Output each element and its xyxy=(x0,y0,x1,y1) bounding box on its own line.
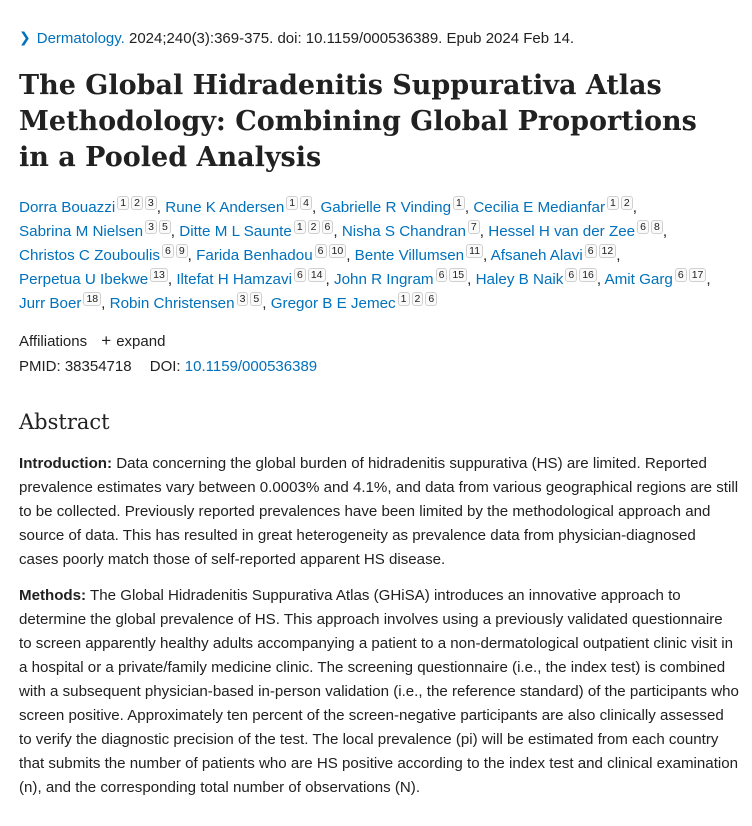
affiliation-ref[interactable]: 16 xyxy=(579,268,597,282)
abstract-methods xyxy=(19,584,739,800)
affiliation-ref[interactable]: 17 xyxy=(689,268,707,282)
author-name-link[interactable]: Amit Garg xyxy=(604,271,673,289)
author-name-link[interactable]: Nisha S Chandran xyxy=(341,223,466,241)
affiliation-ref[interactable]: 8 xyxy=(651,220,663,234)
affiliation-refs xyxy=(235,293,263,305)
author-item: Robin Christensen $^{3 5}$ , xyxy=(109,293,267,313)
affiliation-ref[interactable]: 6 xyxy=(162,244,174,258)
author-name-link[interactable]: Gabrielle R Vinding xyxy=(320,199,452,217)
affiliation-ref[interactable]: 6 xyxy=(322,220,334,234)
author-name-link[interactable]: Hessel H van der Zee xyxy=(488,223,636,241)
affiliation-ref[interactable]: 6 xyxy=(565,268,577,282)
expand-button[interactable] xyxy=(101,333,165,350)
affiliation-refs xyxy=(466,221,480,233)
author-name-link[interactable]: Jurr Boer xyxy=(19,295,82,313)
affiliation-ref[interactable]: 1 xyxy=(453,196,465,210)
affiliation-refs xyxy=(583,245,617,257)
affiliation-ref[interactable]: 14 xyxy=(308,268,326,282)
affiliation-refs xyxy=(143,221,171,233)
methods-label: Methods: xyxy=(19,587,87,604)
affiliation-ref[interactable]: 1 xyxy=(607,196,619,210)
affiliation-ref[interactable]: 2 xyxy=(621,196,633,210)
affiliation-ref[interactable]: 2 xyxy=(412,292,424,306)
author-name-link[interactable]: Bente Villumsen xyxy=(354,247,465,265)
pmid-value: 38354718 xyxy=(64,358,132,375)
author-name-link[interactable]: Haley B Naik xyxy=(475,271,564,289)
affiliation-refs xyxy=(396,293,438,305)
author-list xyxy=(19,196,739,316)
affiliation-ref[interactable]: 18 xyxy=(83,292,101,306)
affiliation-refs xyxy=(160,245,188,257)
author-item: Gabrielle R Vinding $^1$ , xyxy=(320,197,470,217)
affiliation-refs xyxy=(464,245,483,257)
affiliation-refs xyxy=(451,197,465,209)
affiliation-refs xyxy=(292,269,326,281)
chevron-right-icon[interactable]: ❯ xyxy=(19,29,31,45)
affiliation-ref[interactable]: 9 xyxy=(176,244,188,258)
author-name-link[interactable]: Afsaneh Alavi xyxy=(490,247,583,265)
author-name-link[interactable]: Perpetua U Ibekwe xyxy=(19,271,149,289)
affiliation-ref[interactable]: 4 xyxy=(300,196,312,210)
affiliation-refs xyxy=(292,221,334,233)
affiliation-ref[interactable]: 13 xyxy=(150,268,168,282)
affiliation-ref[interactable]: 6 xyxy=(675,268,687,282)
pmid-label: PMID: xyxy=(19,358,61,375)
affiliation-ref[interactable]: 11 xyxy=(466,244,483,258)
article-title: The Global Hidradenitis Suppurativa Atlas Methodology: Combining Global Proportions in a Pooled Analysis xyxy=(19,70,697,173)
author-item: Jurr Boer $^{18}$ , xyxy=(19,293,106,313)
affiliation-ref[interactable]: 5 xyxy=(159,220,171,234)
affiliation-ref[interactable]: 3 xyxy=(237,292,249,306)
author-name-link[interactable]: Iltefat H Hamzavi xyxy=(176,271,292,289)
affiliation-ref[interactable]: 15 xyxy=(449,268,467,282)
affiliation-ref[interactable]: 1 xyxy=(117,196,129,210)
author-item: Rune K Andersen $^{1 4}$ , xyxy=(165,197,317,217)
affiliation-ref[interactable]: 7 xyxy=(468,220,480,234)
identifiers xyxy=(19,358,317,375)
author-item: Perpetua U Ibekwe $^{13}$ , xyxy=(19,269,173,289)
author-item: Dorra Bouazzi $^{1 2 3}$ , xyxy=(19,197,161,217)
affiliation-refs xyxy=(148,269,168,281)
affiliation-ref[interactable]: 6 xyxy=(585,244,597,258)
author-item: Christos C Zouboulis $^{6 9}$ , xyxy=(19,245,192,265)
author-item: Bente Villumsen $^{11}$ , xyxy=(354,245,488,265)
affiliation-ref[interactable]: 6 xyxy=(425,292,437,306)
affiliation-ref[interactable]: 1 xyxy=(286,196,298,210)
author-item: Iltefat H Hamzavi $^{6 14}$ , xyxy=(176,269,330,289)
author-item: Cecilia E Medianfar $^{1 2}$ , xyxy=(473,197,637,217)
author-item: Haley B Naik $^{6 16}$ , xyxy=(475,269,602,289)
doi-label: DOI: xyxy=(149,358,181,375)
author-name-link[interactable]: Farida Benhadou xyxy=(196,247,313,265)
author-item: Nisha S Chandran $^7$ , xyxy=(341,221,484,241)
affiliation-refs xyxy=(605,197,633,209)
abstract-introduction xyxy=(19,452,739,572)
introduction-text: Data concerning the global burden of hidradenitis suppurativa (HS) are limited. Reported prevalence estimates vary between 0.0003% and 4.1%, and data from various geographical regions are still to be collected. Previously reported prevalences have been limited by the methodological approach and source of data. This has resulted in great heterogeneity as prevalence data from physician-diagnosed cases poorly match those of self-reported apparent HS disease. xyxy=(19,455,739,568)
affiliation-ref[interactable]: 3 xyxy=(145,220,157,234)
author-item: Farida Benhadou $^{6 10}$ , xyxy=(196,245,351,265)
plus-icon: + xyxy=(101,331,112,350)
author-item: John R Ingram $^{6 15}$ , xyxy=(333,269,472,289)
author-name-link[interactable]: Christos C Zouboulis xyxy=(19,247,160,265)
affiliation-ref[interactable]: 3 xyxy=(145,196,157,210)
affiliation-ref[interactable]: 12 xyxy=(599,244,617,258)
affiliation-ref[interactable]: 6 xyxy=(294,268,306,282)
author-name-link[interactable]: Gregor B E Jemec xyxy=(270,295,396,313)
affiliation-refs xyxy=(563,269,597,281)
author-name-link[interactable]: Ditte M L Saunte xyxy=(179,223,292,241)
affiliation-refs xyxy=(313,245,347,257)
affiliation-refs xyxy=(635,221,663,233)
journal-link[interactable]: Dermatology. xyxy=(36,30,125,47)
affiliation-ref[interactable]: 2 xyxy=(131,196,143,210)
affiliation-ref[interactable]: 6 xyxy=(436,268,448,282)
affiliation-ref[interactable]: 6 xyxy=(637,220,649,234)
author-name-link[interactable]: Robin Christensen xyxy=(109,295,235,313)
affiliation-ref[interactable]: 2 xyxy=(308,220,320,234)
affiliations-toggle xyxy=(19,331,165,351)
affiliation-refs xyxy=(673,269,707,281)
affiliation-refs xyxy=(115,197,157,209)
abstract-heading: Abstract xyxy=(19,410,110,434)
citation-line xyxy=(19,30,574,47)
doi-link[interactable]: 10.1159/000536389 xyxy=(184,358,318,375)
methods-text: The Global Hidradenitis Suppurativa Atlas (GHiSA) introduces an innovative approach to determine the global prevalence of HS. This approach involves using a previously validated questionnaire to screen apparently healthy adults accompanying a patient to a non-dermatological outpatient clinic visit in a hospital or a private/family medicine clinic. The screening questionnaire (i.e., the index test) is combined with a subsequent physician-based in-person validation (i.e., the reference standard) of the participants who screen positive. Approximately ten percent of the screen-negative participants are also clinically assessed to verify the diagnostic precision of the test. The local prevalence (pi) will be estimated from each country that submits the number of patients who are HS positive according to the index test and clinical examination (n), and the corresponding total number of observations (N). xyxy=(19,587,739,796)
citation-details: 2024;240(3):369-375. doi: 10.1159/000536389. Epub 2024 Feb 14. xyxy=(129,30,575,47)
affiliation-ref[interactable]: 5 xyxy=(250,292,262,306)
affiliation-ref[interactable]: 10 xyxy=(329,244,347,258)
affiliation-ref[interactable]: 1 xyxy=(294,220,306,234)
author-item: Sabrina M Nielsen $^{3 5}$ , xyxy=(19,221,176,241)
author-name-link[interactable]: John R Ingram xyxy=(333,271,434,289)
author-name-link[interactable]: Sabrina M Nielsen xyxy=(19,223,144,241)
introduction-label: Introduction: xyxy=(19,455,113,472)
author-item: Ditte M L Saunte $^{1 2 6}$ , xyxy=(179,221,338,241)
author-item: Afsaneh Alavi $^{6 12}$ , xyxy=(490,245,621,265)
expand-label: expand xyxy=(116,333,166,350)
author-item: Hessel H van der Zee $^{6 8}$ , xyxy=(488,221,668,241)
affiliation-ref[interactable]: 1 xyxy=(398,292,410,306)
affiliation-ref[interactable]: 6 xyxy=(315,244,327,258)
author-item xyxy=(271,295,437,312)
affiliations-label: Affiliations xyxy=(19,333,88,350)
author-name-link[interactable]: Dorra Bouazzi xyxy=(19,199,116,217)
author-name-link[interactable]: Cecilia E Medianfar xyxy=(473,199,606,217)
affiliation-refs xyxy=(434,269,468,281)
affiliation-refs xyxy=(284,197,312,209)
author-item: Amit Garg $^{6 17}$ , xyxy=(604,269,711,289)
affiliation-refs xyxy=(81,293,101,305)
author-name-link[interactable]: Rune K Andersen xyxy=(165,199,285,217)
